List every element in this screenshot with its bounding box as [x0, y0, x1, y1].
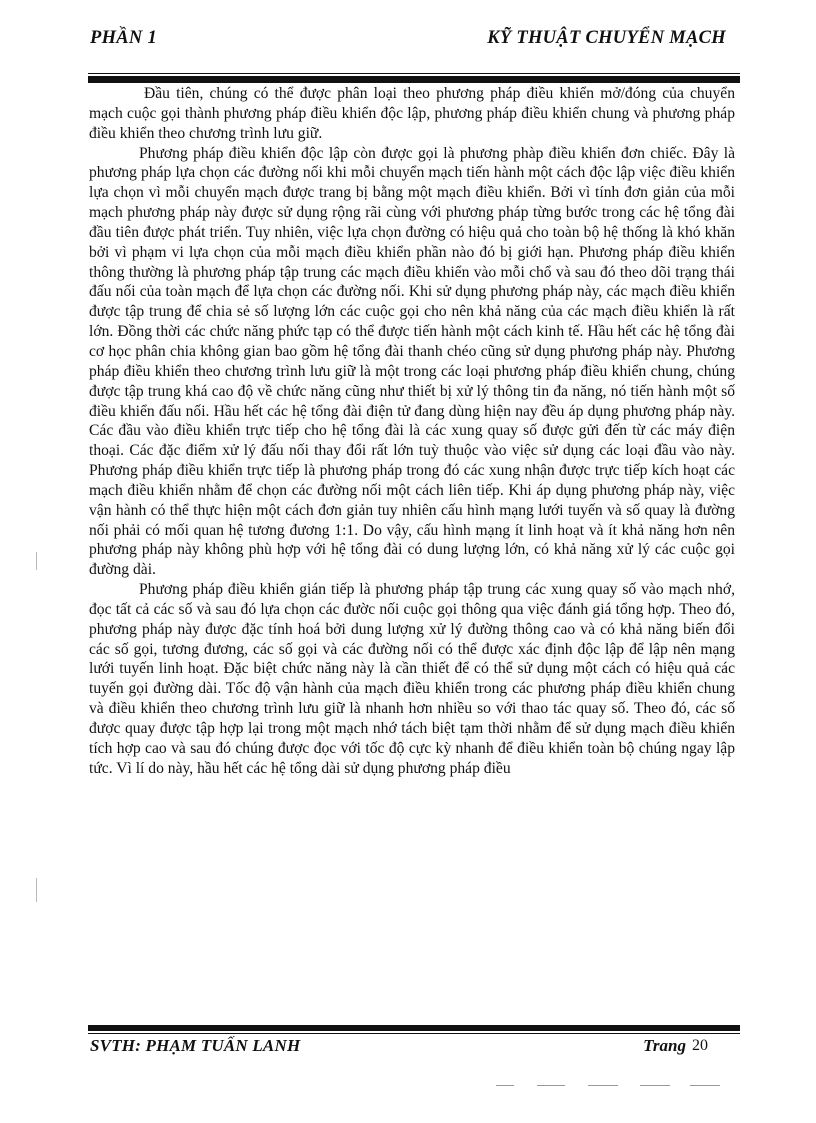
scan-dash: [640, 1085, 670, 1086]
header-section: PHẦN 1: [90, 28, 158, 48]
footer-page-label: Trang: [643, 1036, 686, 1055]
body-text: [89, 84, 735, 779]
scan-dash: [496, 1085, 514, 1086]
paragraph-1: Đầu tiên, chúng có thể được phân loại theo phương pháp điều khiển mở/đóng của chuyển mạch cuộc gọi thành phương pháp điều khiển độc lập, phương pháp điều khiển chung và phương pháp điều khiển theo chương trình lưu giữ.: [89, 85, 735, 142]
scan-margin-mark: [36, 552, 37, 570]
footer-page-number: 20: [692, 1037, 708, 1054]
footer-author: SVTH: PHẠM TUẤN LANH: [90, 1036, 301, 1055]
scan-dash: [537, 1085, 565, 1086]
scan-margin-mark: [36, 878, 37, 902]
footer-rule-thin: [88, 1033, 740, 1034]
page-header: [90, 28, 726, 58]
header-rule: [88, 76, 740, 83]
page-footer: [90, 1036, 742, 1062]
header-rule-thin: [88, 73, 740, 74]
header-title: KỸ THUẬT CHUYỂN MẠCH: [487, 28, 726, 48]
scan-dash: [690, 1085, 720, 1086]
scan-dash: [588, 1085, 618, 1086]
footer-rule: [88, 1025, 740, 1031]
paragraph-2: Phương pháp điều khiển độc lập còn được gọi là phương phàp điều khiển đơn chiếc. Đây là phương pháp lựa chọn các đường nối khi mỗi chuyển mạch tiến hành một cách độc lập việc điều khiển lựa chọn vì mỗi chuyển mạch được trang bị bằng một mạch điều khiển. Bởi vì tính đơn giản của mỗi mạch phương pháp này được sử dụng rộng rãi cùng với phương pháp từng bước trong các hệ tổng đài đầu tiên được phát triển. Tuy nhiên, việc lựa chọn đường có hiệu quả cho toàn bộ hệ thống là khó khăn bởi vì phạm vi lựa chọn của mỗi mạch điều khiển phần nào đó bị giới hạn. Phương pháp điều khiển thông thường là phương pháp tập trung các mạch điều khiển vào mỗi chổ và sau đó theo dõi trạng thái đấu nối của toàn mạch để lựa chọn các đường nối. Khi sử dụng phương pháp này, các mạch điều khiển được tập trung để chia sẻ số lượng lớn các cuộc gọi cho nên khả năng của các mạch điều khiển là rất lớn. Đồng thời các chức năng phức tạp có thể được tiến hành một cách kinh tế. Hầu hết các hệ tổng đài cơ học phân chia không gian bao gồm hệ tổng đài thanh chéo cũng sử dụng phương pháp này. Phương pháp điều khiển theo chương trình lưu giữ là một trong các loại phương pháp điều khiển chung, chúng được tập trung khá cao độ về chức năng cũng như thiết bị xử lý thông tin đa năng, nó tiến hành một số điều khiển đấu nối. Hầu hết các hệ tổng đài điện tử đang dùng hiện nay đều áp dụng phương pháp này. Các đầu vào điều khiển trực tiếp cho hệ tổng đài là các xung quay số được gửi đến từ các máy điện thoại. Các đặc điểm xử lý đấu nối thay đổi rất lớn tuỳ thuộc vào việc sử dụng các loại đầu vào này. Phương pháp điều khiển trực tiếp là phương pháp trong đó các xung nhận được trực tiếp kích hoạt các mạch điều khiển nhằm để chọn các đường nối một cách liên tiếp. Khi áp dụng phương pháp này, việc vận hành có thể thực hiện một cách đơn giản tuy nhiên cấu hình mạng lưới tuyến và số quay là đường nối phải có mối quan hệ tương đương 1:1. Do vậy, cấu hình mạng ít linh hoạt và ít khả năng hơn nên phương pháp này không phù hợp với hệ tổng đài có dung lượng lớn, có khả năng xử lý các cuộc gọi đường dài.: [89, 144, 735, 579]
paragraph-3: Phương pháp điều khiển gián tiếp là phương pháp tập trung các xung quay số vào mạch nhớ, đọc tất cả các số và sau đó lựa chọn các đườc nối cuộc gọi thông qua việc đánh giá tổng hợp. Theo đó, phương pháp này được đặc tính hoá bởi dung lượng xử lý đường thông cao và có khả năng biến đổi các số gọi, tương đương, các số gọi và các đường nối có thể được xác định độc lập để lập nên mạng lưới tuyến linh hoạt. Đặc biệt chức năng này là cần thiết để có thể sử dụng một cách có hiệu quả các tuyến gọi đường dài. Tốc độ vận hành của mạch điều khiển trong các phương pháp điều khiển chung và điều khiển theo chương trình lưu giữ là nhanh hơn nhiều so với thao tác quay số. Theo đó, các số được quay được tập hợp lại trong một mạch nhớ tách biệt tạm thời nhằm để sử dụng mạch điều khiển tích hợp cao và sau đó chúng được đọc với tốc độ cực kỳ nhanh để điều khiển toàn bộ chúng ngay lập tức. Vì lí do này, hầu hết các hệ tổng dài sử dụng phương pháp điều: [89, 581, 735, 777]
